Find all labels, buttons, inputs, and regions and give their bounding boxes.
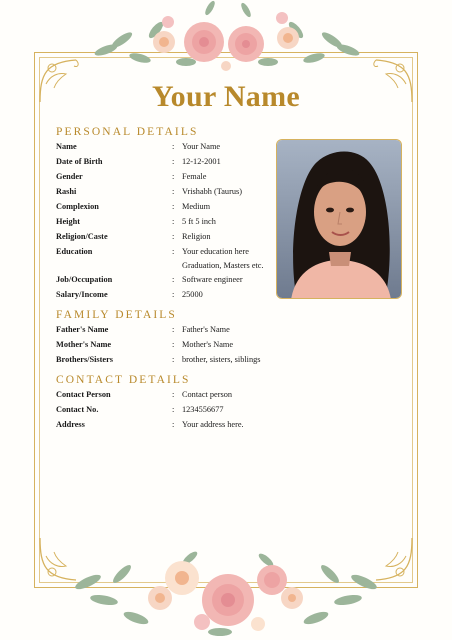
detail-value: Father's Name — [182, 325, 230, 334]
detail-value: Your address here. — [182, 420, 244, 429]
detail-value: Mother's Name — [182, 340, 234, 349]
detail-label: Rashi — [56, 187, 77, 196]
detail-label: Job/Occupation — [56, 275, 113, 284]
portrait-photo-icon — [277, 140, 402, 299]
colon-separator: : — [172, 232, 175, 241]
detail-value: Medium — [182, 202, 211, 211]
colon-separator: : — [172, 275, 175, 284]
colon-separator: : — [172, 187, 175, 196]
colon-separator: : — [172, 340, 175, 349]
detail-value: Contact person — [182, 390, 233, 399]
detail-label: Mother's Name — [56, 340, 112, 349]
detail-label: Name — [56, 142, 77, 151]
detail-label: Height — [56, 217, 80, 226]
section-title-contact: CONTACT DETAILS — [56, 374, 191, 386]
detail-label: Salary/Income — [56, 290, 108, 299]
detail-value: Vrishabh (Taurus) — [182, 187, 242, 196]
detail-label: Date of Birth — [56, 157, 103, 166]
colon-separator: : — [172, 247, 175, 256]
detail-label: Contact No. — [56, 405, 99, 414]
detail-label: Contact Person — [56, 390, 111, 399]
colon-separator: : — [172, 325, 175, 334]
detail-label: Father's Name — [56, 325, 109, 334]
detail-value: Your Name — [182, 142, 221, 151]
detail-label: Brothers/Sisters — [56, 355, 113, 364]
colon-separator: : — [172, 355, 175, 364]
detail-value-continued: Graduation, Masters etc. — [182, 261, 264, 270]
detail-label: Education — [56, 247, 93, 256]
detail-value: 5 ft 5 inch — [182, 217, 216, 226]
colon-separator: : — [172, 390, 175, 399]
floral-bottom-decoration-icon — [70, 548, 382, 640]
candidate-name-title: Your Name — [152, 80, 300, 113]
detail-value: Female — [182, 172, 207, 181]
detail-label: Address — [56, 420, 85, 429]
colon-separator: : — [172, 202, 175, 211]
detail-label: Complexion — [56, 202, 99, 211]
colon-separator: : — [172, 142, 175, 151]
colon-separator: : — [172, 172, 175, 181]
detail-value: 1234556677 — [182, 405, 224, 414]
portrait-photo — [276, 139, 402, 299]
detail-label: Gender — [56, 172, 83, 181]
detail-label: Religion/Caste — [56, 232, 108, 241]
section-title-family: FAMILY DETAILS — [56, 309, 177, 321]
section-title-personal: PERSONAL DETAILS — [56, 126, 199, 138]
colon-separator: : — [172, 157, 175, 166]
detail-value: brother, sisters, siblings — [182, 355, 261, 364]
colon-separator: : — [172, 290, 175, 299]
colon-separator: : — [172, 420, 175, 429]
detail-value: Religion — [182, 232, 211, 241]
detail-value: Software engineer — [182, 275, 243, 284]
detail-value: 25000 — [182, 290, 203, 299]
detail-value: 12-12-2001 — [182, 157, 221, 166]
colon-separator: : — [172, 405, 175, 414]
colon-separator: : — [172, 217, 175, 226]
detail-value: Your education here — [182, 247, 249, 256]
floral-top-decoration-icon — [86, 0, 366, 80]
